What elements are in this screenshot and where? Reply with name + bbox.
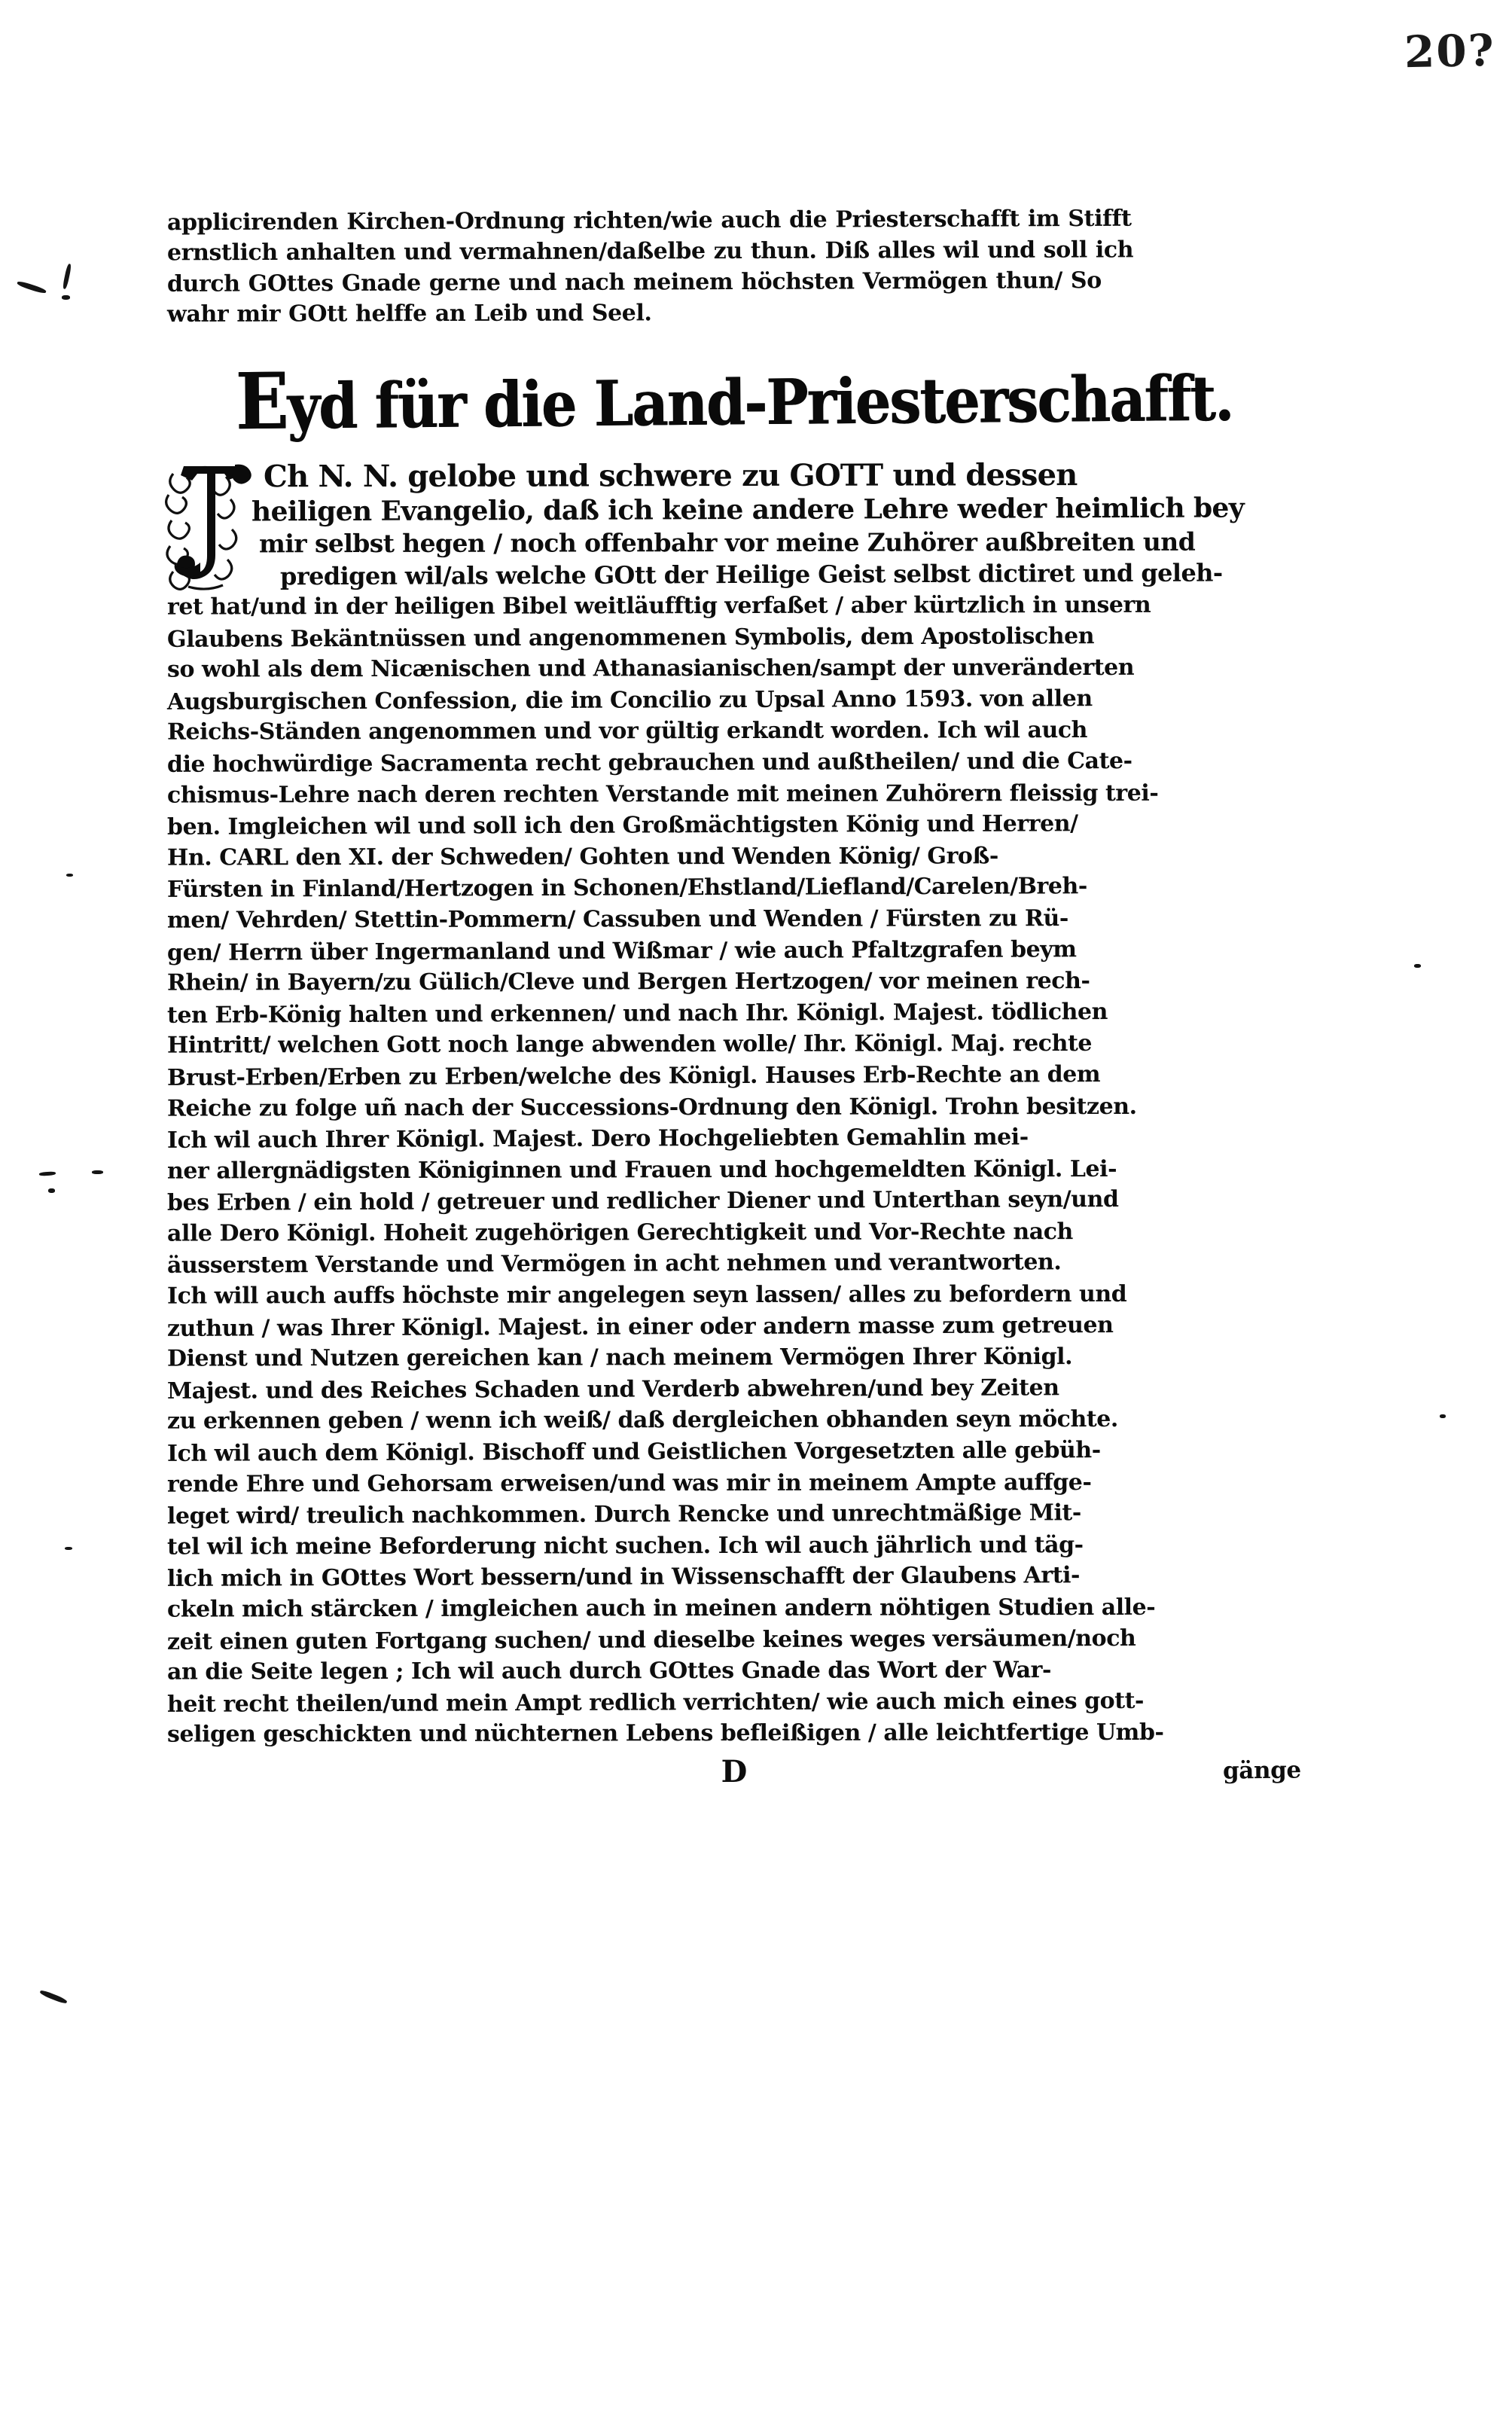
text-line: Ch N. N. gelobe und schwere zu GOTT und dessen xyxy=(263,457,1078,495)
text-line: Ich wil auch Ihrer Königl. Majest. Dero Hochgeliebten Gemahlin mei- xyxy=(166,1124,1029,1154)
text-line: so wohl als dem Nicænischen und Athanasianischen/sampt der unveränderten xyxy=(166,654,1135,683)
scan-artifact xyxy=(66,874,73,877)
text-line: Reichs-Ständen angenommen und vor gültig erkandt worden. Ich wil auch xyxy=(166,717,1088,746)
text-line: durch GOttes Gnade gerne und nach meinem höchsten Vermögen thun/ So xyxy=(166,267,1102,297)
text-line: lich mich in GOttes Wort bessern/und in Wissenschafft der Glaubens Arti- xyxy=(166,1562,1081,1593)
text-line: leget wird/ treulich nachkommen. Durch Rencke und unrechtmäßige Mit- xyxy=(166,1499,1081,1530)
text-line: mir selbst hegen / noch offenbahr vor meine Zuhörer außbreiten und xyxy=(258,526,1196,559)
text-line: Glaubens Bekäntnüssen und angenommenen Symbolis, dem Apostolischen xyxy=(166,622,1095,653)
scan-artifact xyxy=(62,295,70,300)
signature-mark: D xyxy=(721,1753,748,1789)
text-line: ben. Imgleichen wil und soll ich den Großmächtigsten König und Herren/ xyxy=(166,810,1078,841)
text-line: ret hat/und in der heiligen Bibel weitläufftig verfaßet / aber kürtzlich in unsern xyxy=(166,591,1151,621)
text-line: rende Ehre und Gehorsam erweisen/und was mir in meinem Ampte auffge- xyxy=(166,1469,1092,1498)
text-line: gen/ Herrn über Ingermanland und Wißmar / wie auch Pfaltzgrafen beym xyxy=(166,935,1077,966)
text-line: applicirenden Kirchen-Ordnung richten/wie auch die Priesterschafft im Stifft xyxy=(166,205,1132,236)
text-line: Hintritt/ welchen Gott noch lange abwenden wolle/ Ihr. Königl. Maj. rechte xyxy=(166,1030,1093,1059)
text-line: ckeln mich stärcken / imgleichen auch in meinen andern nöhtigen Studien alle- xyxy=(166,1594,1156,1623)
text-line: seligen geschickten und nüchternen Lebens befleißigen / alle leichtfertige Umb- xyxy=(166,1719,1164,1748)
text-line: Augsburgischen Confession, die im Concilio zu Upsal Anno 1593. von allen xyxy=(166,685,1093,715)
scan-artifact xyxy=(92,1170,103,1174)
scan-artifact xyxy=(39,1989,68,2005)
text-line: heiligen Evangelio, daß ich keine andere Lehre weder heimlich bey xyxy=(251,492,1245,528)
text-line: die hochwürdige Sacramenta recht gebrauchen und außtheilen/ und die Cate- xyxy=(166,747,1132,778)
text-line: Rhein/ in Bayern/zu Gülich/Cleve und Bergen Hertzogen/ vor meinen rech- xyxy=(166,968,1090,996)
text-line: Fürsten in Finland/Hertzogen in Schonen/Ehstland/Liefland/Carelen/Breh- xyxy=(166,873,1087,904)
scan-artifact xyxy=(1414,964,1421,968)
text-line: alle Dero Königl. Hoheit zugehörigen Gerechtigkeit und Vor-Rechte nach xyxy=(166,1218,1073,1247)
section-heading xyxy=(167,355,1302,447)
text-line: bes Erben / ein hold / getreuer und redlicher Diener und Unterthan seyn/und xyxy=(166,1186,1119,1217)
heading-initial: E xyxy=(235,355,288,447)
text-line: Ich will auch auffs höchste mir angelegen seyn lassen/ alles zu befordern und xyxy=(166,1280,1127,1310)
text-line: zuthun / was Ihrer Königl. Majest. in einer oder andern masse zum getreuen xyxy=(166,1311,1114,1342)
heading-text: yd für die Land-Priesterschafft. xyxy=(287,362,1233,444)
opening-paragraph xyxy=(167,205,1301,328)
text-line: Majest. und des Reiches Schaden und Verderb abwehren/und bey Zeiten xyxy=(166,1374,1059,1405)
scan-artifact xyxy=(39,1171,56,1176)
catchword: gänge xyxy=(1223,1756,1302,1785)
oath-body xyxy=(167,459,1301,1750)
text-line: tel wil ich meine Beforderung nicht suchen. Ich wil auch jährlich und täg- xyxy=(166,1531,1084,1560)
text-line: äusserstem Verstande und Vermögen in acht nehmen und verantworten. xyxy=(166,1249,1062,1280)
text-line: heit recht theilen/und mein Ampt redlich verrichten/ wie auch mich eines gott- xyxy=(166,1687,1145,1718)
text-line: Brust-Erben/Erben zu Erben/welche des Königl. Hauses Erb-Rechte an dem xyxy=(166,1061,1101,1091)
page-footer xyxy=(167,1753,1301,1799)
text-line: ten Erb-König halten und erkennen/ und nach Ihr. Königl. Majest. tödlichen xyxy=(166,998,1108,1029)
text-line: zeit einen guten Fortgang suchen/ und dieselbe keines weges versäumen/noch xyxy=(166,1624,1136,1655)
text-line: wahr mir GOtt helffe an Leib und Seel. xyxy=(166,300,652,328)
scan-artifact xyxy=(48,1188,55,1193)
text-block xyxy=(167,205,1301,1799)
scan-artifact xyxy=(17,280,47,294)
text-line: men/ Vehrden/ Stettin-Pommern/ Cassuben und Wenden / Fürsten zu Rü- xyxy=(166,905,1068,934)
text-line: chismus-Lehre nach deren rechten Verstande mit meinen Zuhörern fleissig trei- xyxy=(166,779,1159,809)
text-line: Hn. CARL den XI. der Schweden/ Gohten und Wenden König/ Groß- xyxy=(166,843,998,871)
text-line: Reiche zu folge uñ nach der Successions-Ordnung den Königl. Trohn besitzen. xyxy=(166,1093,1137,1122)
page-number: 20? xyxy=(1404,24,1496,78)
text-line: Ich wil auch dem Königl. Bischoff und Geistlichen Vorgesetzten alle gebüh- xyxy=(166,1437,1101,1467)
text-line: predigen wil/als welche GOtt der Heilige Geist selbst dictiret und geleh- xyxy=(279,558,1223,591)
text-line: ernstlich anhalten und vermahnen/daßelbe zu thun. Diß alles wil und soll ich xyxy=(166,236,1134,267)
text-line: Dienst und Nutzen gereichen kan / nach meinem Vermögen Ihrer Königl. xyxy=(166,1344,1073,1372)
text-line: ner allergnädigsten Königinnen und Frauen und hochgemeldten Königl. Lei- xyxy=(166,1155,1117,1185)
text-line: an die Seite legen ; Ich wil auch durch GOttes Gnade das Wort der War- xyxy=(166,1657,1051,1685)
text-line: zu erkennen geben / wenn ich weiß/ daß dergleichen obhanden seyn möchte. xyxy=(166,1406,1118,1435)
scan-artifact xyxy=(65,1547,72,1550)
scan-artifact xyxy=(62,264,72,290)
scan-artifact xyxy=(1440,1414,1446,1418)
